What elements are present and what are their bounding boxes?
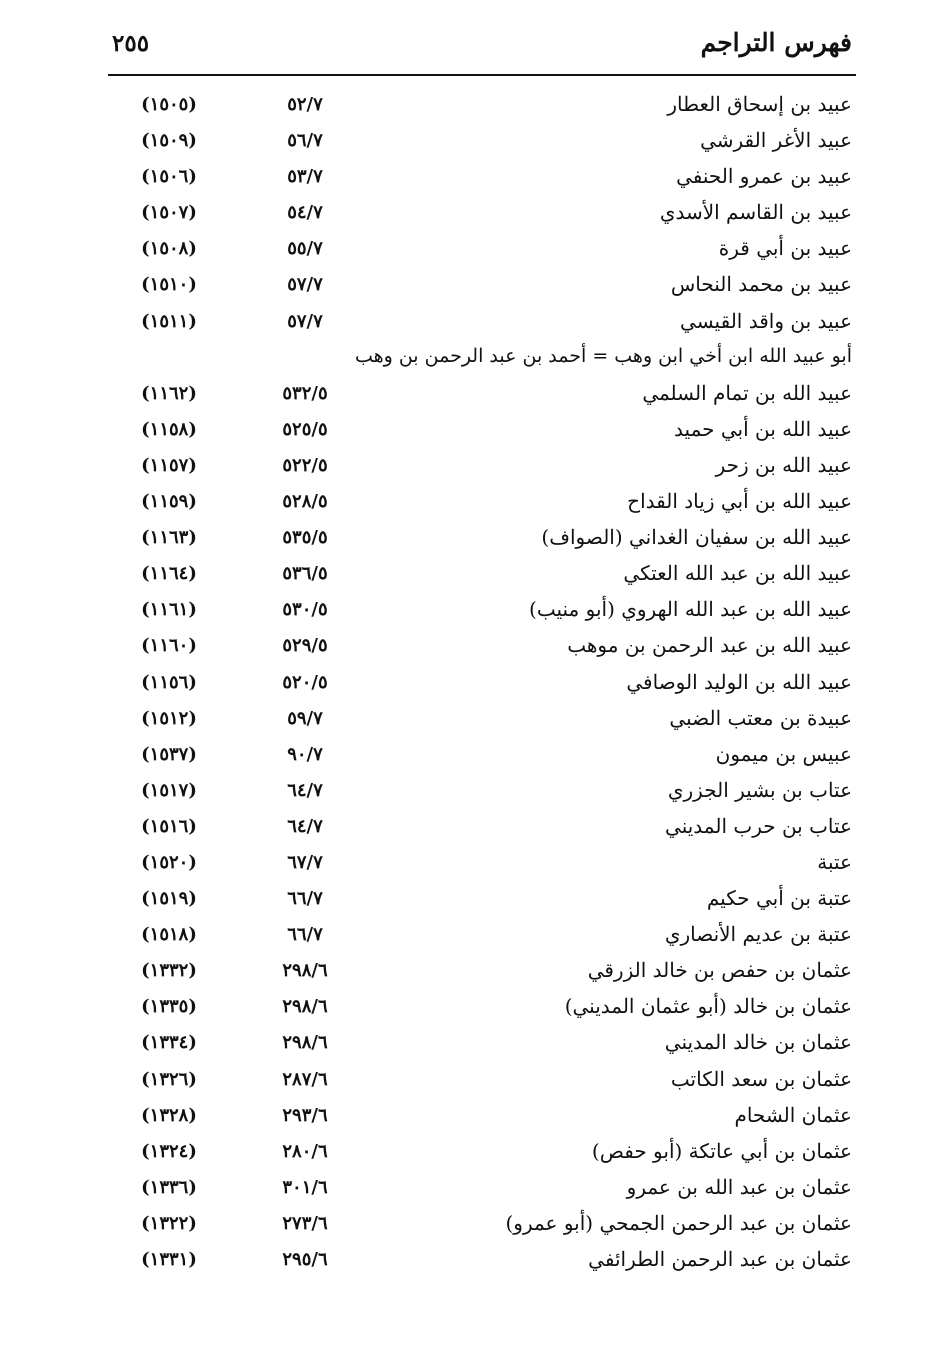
index-entry <box>0 268 934 304</box>
index-entry <box>0 629 934 665</box>
entry-volume-page: ٥٣/٧ <box>287 166 323 188</box>
index-entry <box>0 1207 934 1243</box>
entry-number: (١٣٣٥) <box>141 996 197 1018</box>
entry-number: (١٥٠٦) <box>141 166 197 188</box>
entry-name: عثمان بن سعد الكاتب <box>670 1066 852 1091</box>
index-entry <box>0 738 934 774</box>
index-entry <box>0 666 934 702</box>
entry-volume-page: ٢٩٨/٦ <box>282 960 328 982</box>
entry-volume-page: ٦٦/٧ <box>287 888 323 910</box>
entry-volume-page: ٥٩/٧ <box>287 707 323 729</box>
entry-number: (١٥١٨) <box>141 924 197 946</box>
index-entry <box>0 1026 934 1062</box>
entry-number: (١١٦١) <box>141 599 197 621</box>
entry-name: عبيد الله بن الوليد الوصافي <box>626 669 852 694</box>
entry-volume-page: ٥٢٥/٥ <box>282 418 328 440</box>
index-entry <box>0 449 934 485</box>
page-number: ٢٥٥ <box>112 30 150 57</box>
entry-name: عبيد بن عمرو الحنفي <box>676 164 852 189</box>
index-entry <box>0 774 934 810</box>
entry-number: (١٥٠٩) <box>141 130 197 152</box>
entry-number: (١١٦٣) <box>141 527 197 549</box>
entry-number: (١٣٣٤) <box>141 1032 197 1054</box>
entry-name: عتاب بن حرب المديني <box>665 813 852 838</box>
index-entry <box>0 990 934 1026</box>
entry-volume-page: ٩٠/٧ <box>287 743 323 765</box>
entry-name: عتبة <box>817 849 852 874</box>
entry-name: عثمان بن حفص بن خالد الزرقي <box>587 958 852 983</box>
entry-number: (١٥٠٨) <box>141 238 197 260</box>
entry-volume-page: ٥٧/٧ <box>287 310 323 332</box>
entry-name: عتبة بن عديم الأنصاري <box>664 922 852 947</box>
entry-volume-page: ٥٢/٧ <box>287 94 323 115</box>
entry-volume-page: ٢٨٧/٦ <box>282 1068 328 1090</box>
entry-name: عبيد بن محمد النحاس <box>670 272 852 297</box>
entry-volume-page: ٥٣٦/٥ <box>282 563 328 585</box>
entry-volume-page: ٥٦/٧ <box>287 130 323 152</box>
index-entry <box>0 413 934 449</box>
entry-volume-page: ٦٦/٧ <box>287 924 323 946</box>
entry-number: (١١٥٨) <box>141 418 197 440</box>
entry-number: (١١٦٠) <box>141 635 197 657</box>
entry-number: (١٥٠٥) <box>141 94 197 115</box>
index-entry <box>0 846 934 882</box>
index-entry <box>0 341 934 377</box>
entry-volume-page: ٥٥/٧ <box>287 238 323 260</box>
entry-volume-page: ٢٩٨/٦ <box>282 996 328 1018</box>
entry-number: (١٥٠٧) <box>141 202 197 224</box>
index-entry <box>0 124 934 160</box>
entry-number: (١١٥٦) <box>141 671 197 693</box>
entry-name: عبيد الله بن عبد الله العتكي <box>623 561 852 586</box>
index-entry <box>0 1171 934 1207</box>
entry-volume-page: ٥٢٢/٥ <box>282 454 328 476</box>
entry-number: (١٣٣٢) <box>141 960 197 982</box>
entry-name: عثمان بن خالد المديني <box>664 1030 852 1055</box>
entry-name: عبيد الله بن عبد الله الهروي (أبو منيب) <box>529 597 852 622</box>
entry-name: أبو عبيد الله ابن أخي ابن وهب = أحمد بن عبد الرحمن بن وهب <box>354 344 852 367</box>
entry-volume-page: ٢٩٨/٦ <box>282 1032 328 1054</box>
entry-number: (١١٥٩) <box>141 491 197 513</box>
entry-name: عبيدة بن معتب الضبي <box>669 705 852 730</box>
index-entry <box>0 485 934 521</box>
entry-name: عبيد الله بن أبي حميد <box>674 416 852 441</box>
entry-volume-page: ٢٧٣/٦ <box>282 1212 328 1234</box>
header-divider <box>108 74 856 76</box>
index-entry <box>0 954 934 990</box>
entry-number: (١٥١٦) <box>141 815 197 837</box>
entry-name: عثمان الشحام <box>734 1102 852 1127</box>
index-entry <box>0 305 934 341</box>
entry-volume-page: ٢٩٣/٦ <box>282 1104 328 1126</box>
index-entry <box>0 160 934 196</box>
entries-list <box>0 88 934 1279</box>
entry-name: عتبة بن أبي حكيم <box>706 886 852 911</box>
entry-number: (١٣٣٦) <box>141 1176 197 1198</box>
index-entry <box>0 593 934 629</box>
index-entry <box>0 557 934 593</box>
index-entry <box>0 521 934 557</box>
entry-volume-page: ٦٤/٧ <box>287 779 323 801</box>
entry-name: عثمان بن عبد الله بن عمرو <box>626 1174 852 1199</box>
index-entry <box>0 882 934 918</box>
index-entry <box>0 1243 934 1279</box>
index-entry <box>0 377 934 413</box>
entry-name: عتاب بن بشير الجزري <box>667 777 852 802</box>
entry-number: (١٥٣٧) <box>141 743 197 765</box>
entry-name: عثمان بن عبد الرحمن الجمحي (أبو عمرو) <box>505 1210 852 1235</box>
entry-number: (١٥١٢) <box>141 707 197 729</box>
entry-volume-page: ٥٢٩/٥ <box>282 635 328 657</box>
index-entry <box>0 1063 934 1099</box>
entry-name: عثمان بن عبد الرحمن الطرائفي <box>588 1247 852 1271</box>
index-entry <box>0 1135 934 1171</box>
entry-name: عثمان بن أبي عاتكة (أبو حفص) <box>591 1138 852 1163</box>
entry-volume-page: ٦٧/٧ <box>287 851 323 873</box>
entry-volume-page: ٣٠١/٦ <box>282 1176 328 1198</box>
entry-number: (١٣٢٤) <box>141 1140 197 1162</box>
entry-number: (١١٦٢) <box>141 382 197 404</box>
entry-name: عبيد الله بن أبي زياد القداح <box>627 489 852 514</box>
entry-volume-page: ٦٤/٧ <box>287 815 323 837</box>
entry-number: (١٥١٧) <box>141 779 197 801</box>
entry-volume-page: ٥٢٠/٥ <box>282 671 328 693</box>
index-entry <box>0 702 934 738</box>
entry-number: (١٣٢٢) <box>141 1212 197 1234</box>
entry-volume-page: ٢٨٠/٦ <box>282 1140 328 1162</box>
entry-volume-page: ٥٣٢/٥ <box>282 382 328 404</box>
entry-number: (١٥١٠) <box>141 274 197 296</box>
entry-number: (١٣٣١) <box>141 1249 197 1270</box>
entry-name: عبيد بن أبي قرة <box>718 236 852 261</box>
entry-volume-page: ٢٩٥/٦ <box>282 1249 328 1270</box>
entry-volume-page: ٥٣٥/٥ <box>282 527 328 549</box>
index-entry <box>0 918 934 954</box>
entry-name: عبيس بن ميمون <box>715 741 852 766</box>
index-entry <box>0 232 934 268</box>
entry-number: (١٣٢٦) <box>141 1068 197 1090</box>
index-entry <box>0 810 934 846</box>
entry-name: عبيد الله بن زحر <box>715 452 852 477</box>
entry-volume-page: ٥٣٠/٥ <box>282 599 328 621</box>
entry-name: عبيد الله بن تمام السلمي <box>642 380 852 405</box>
entry-number: (١٥١١) <box>141 310 197 332</box>
entry-name: عبيد الله بن سفيان الغداني (الصواف) <box>541 525 852 550</box>
index-entry <box>0 1099 934 1135</box>
entry-volume-page: ٥٤/٧ <box>287 202 323 224</box>
index-entry <box>0 88 934 124</box>
index-entry <box>0 196 934 232</box>
entry-volume-page: ٥٧/٧ <box>287 274 323 296</box>
entry-name: عبيد بن واقد القيسي <box>680 308 852 333</box>
entry-name: عبيد الله بن عبد الرحمن بن موهب <box>567 633 852 658</box>
entry-name: عبيد الأغر القرشي <box>700 128 852 153</box>
entry-name: عبيد بن إسحاق العطار <box>667 92 852 116</box>
entry-number: (١٥٢٠) <box>141 851 197 873</box>
entry-name: عبيد بن القاسم الأسدي <box>659 200 852 225</box>
entry-number: (١١٥٧) <box>141 454 197 476</box>
entry-number: (١٥١٩) <box>141 888 197 910</box>
entry-volume-page: ٥٢٨/٥ <box>282 491 328 513</box>
page-title: فهرس التراجم <box>700 28 852 57</box>
entry-number: (١٣٢٨) <box>141 1104 197 1126</box>
entry-number: (١١٦٤) <box>141 563 197 585</box>
entry-name: عثمان بن خالد (أبو عثمان المديني) <box>564 994 852 1019</box>
